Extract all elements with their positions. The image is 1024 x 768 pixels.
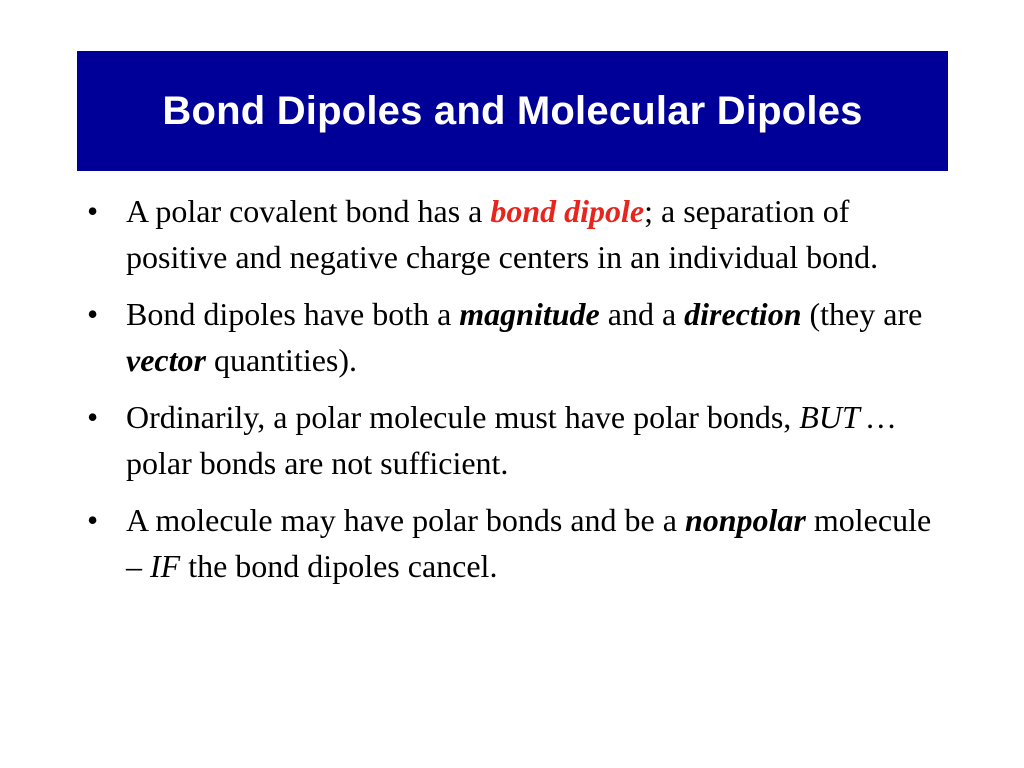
bullet-text: polar bonds are not sufficient. (126, 445, 509, 481)
bullet-item-nonpolar (83, 497, 943, 589)
bullet-text: and a (599, 296, 685, 332)
emphasis-but: BUT … (799, 399, 896, 435)
bullet-text: Ordinarily, a polar molecule must have polar bonds, (126, 399, 800, 435)
bullet-text: A polar covalent bond has a (126, 193, 491, 229)
bullet-item-bond-dipole (83, 188, 943, 280)
term-magnitude: magnitude (459, 296, 600, 332)
term-vector: vector (126, 342, 206, 378)
bullet-text: the bond dipoles cancel. (180, 548, 498, 584)
title-bar (77, 51, 948, 171)
bullet-text: Bond dipoles have both a (126, 296, 460, 332)
bullet-dot: • (87, 296, 99, 332)
bullet-item-polar-molecule (83, 394, 943, 486)
term-nonpolar: nonpolar (684, 502, 806, 538)
term-direction: direction (684, 296, 802, 332)
bullet-text: A molecule may have polar bonds and be a (126, 502, 685, 538)
bullet-dot: • (87, 193, 99, 229)
bullet-dot: • (87, 502, 99, 538)
slide-title: Bond Dipoles and Molecular Dipoles (162, 88, 863, 133)
bullet-text: molecule – (126, 502, 932, 584)
bullet-text: (they are (801, 296, 923, 332)
bullet-item-vector (83, 291, 943, 383)
bullet-text: quantities). (205, 342, 358, 378)
bullet-dot: • (87, 399, 99, 435)
emphasis-if: IF (150, 548, 181, 584)
bullet-text: ; a separation of positive and negative charge centers in an individual bond. (126, 193, 879, 275)
bullet-list (83, 188, 943, 600)
term-bond-dipole: bond dipole (490, 193, 645, 229)
